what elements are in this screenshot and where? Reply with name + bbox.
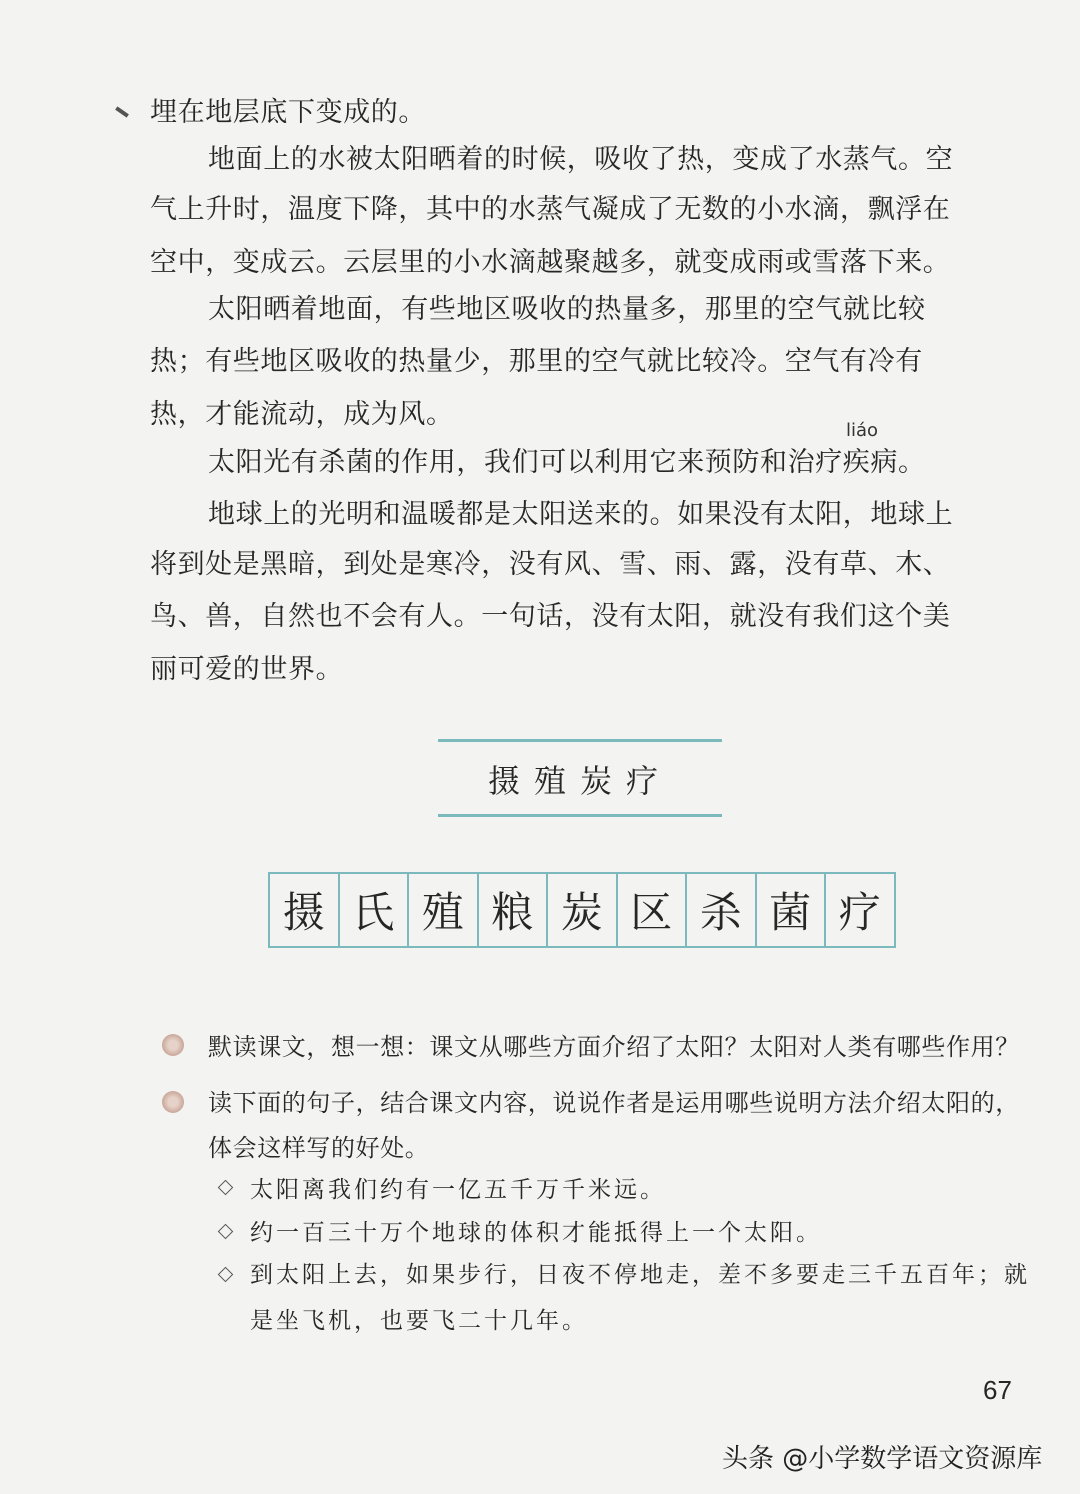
body-line: 丽可爱的世界。: [150, 654, 344, 685]
diamond-bullet-icon: [218, 1180, 234, 1196]
body-line: 太阳晒着地面，有些地区吸收的热量多，那里的空气就比较: [208, 294, 926, 325]
grid-character: 杀: [687, 874, 757, 946]
question-bullet-icon: [162, 1091, 184, 1113]
writing-characters-header: [438, 739, 722, 817]
grid-character: 摄: [270, 874, 340, 946]
grid-character: 粮: [479, 874, 549, 946]
grid-character: 炭: [548, 874, 618, 946]
example-sentence: 是坐飞机，也要飞二十几年。: [250, 1308, 588, 1334]
margin-mark: [115, 106, 129, 117]
body-line: 气上升时，温度下降，其中的水蒸气凝成了无数的小水滴，飘浮在: [150, 194, 951, 225]
question-text: 体会这样写的好处。: [208, 1134, 430, 1162]
diamond-bullet-icon: [218, 1224, 234, 1240]
example-sentence: 约一百三十万个地球的体积才能抵得上一个太阳。: [250, 1220, 822, 1246]
body-line: 埋在地层底下变成的。: [150, 97, 426, 128]
body-line: 空中，变成云。云层里的小水滴越聚越多，就变成雨或雪落下来。: [150, 247, 951, 278]
grid-character: 菌: [757, 874, 827, 946]
body-line: 鸟、兽，自然也不会有人。一句话，没有太阳，就没有我们这个美: [150, 601, 951, 632]
grid-character: 区: [618, 874, 688, 946]
body-line: 太阳光有杀菌的作用，我们可以利用它来预防和治疗疾病。: [208, 447, 926, 478]
body-line: 地球上的光明和温暖都是太阳送来的。如果没有太阳，地球上: [208, 499, 954, 530]
grid-character: 氏: [340, 874, 410, 946]
example-sentence: 太阳离我们约有一亿五千万千米远。: [250, 1177, 666, 1203]
character-grid: [268, 872, 896, 948]
question-bullet-icon: [162, 1034, 184, 1056]
page-number: 67: [983, 1375, 1012, 1405]
grid-character: 殖: [409, 874, 479, 946]
body-line: 热；有些地区吸收的热量少，那里的空气就比较冷。空气有冷有: [150, 346, 923, 377]
body-line: 地面上的水被太阳晒着的时候，吸收了热，变成了水蒸气。空: [208, 144, 954, 175]
question-text: 默读课文，想一想：课文从哪些方面介绍了太阳？太阳对人类有哪些作用？: [208, 1033, 1020, 1061]
writing-characters-title: 摄殖炭疗: [487, 762, 672, 800]
watermark: 头条 @小学数学语文资源库: [722, 1444, 1043, 1474]
diamond-bullet-icon: [218, 1267, 234, 1283]
example-sentence: 到太阳上去，如果步行，日夜不停地走，差不多要走三千五百年；就: [250, 1262, 1030, 1288]
question-text: 读下面的句子，结合课文内容，说说作者是运用哪些说明方法介绍太阳的，: [208, 1089, 1020, 1117]
body-line: 将到处是黑暗，到处是寒冷，没有风、雪、雨、露，没有草、木、: [150, 549, 951, 580]
body-line: 热，才能流动，成为风。: [150, 399, 454, 430]
grid-character: 疗: [838, 888, 881, 937]
pinyin-annotation: liáo: [846, 420, 879, 441]
